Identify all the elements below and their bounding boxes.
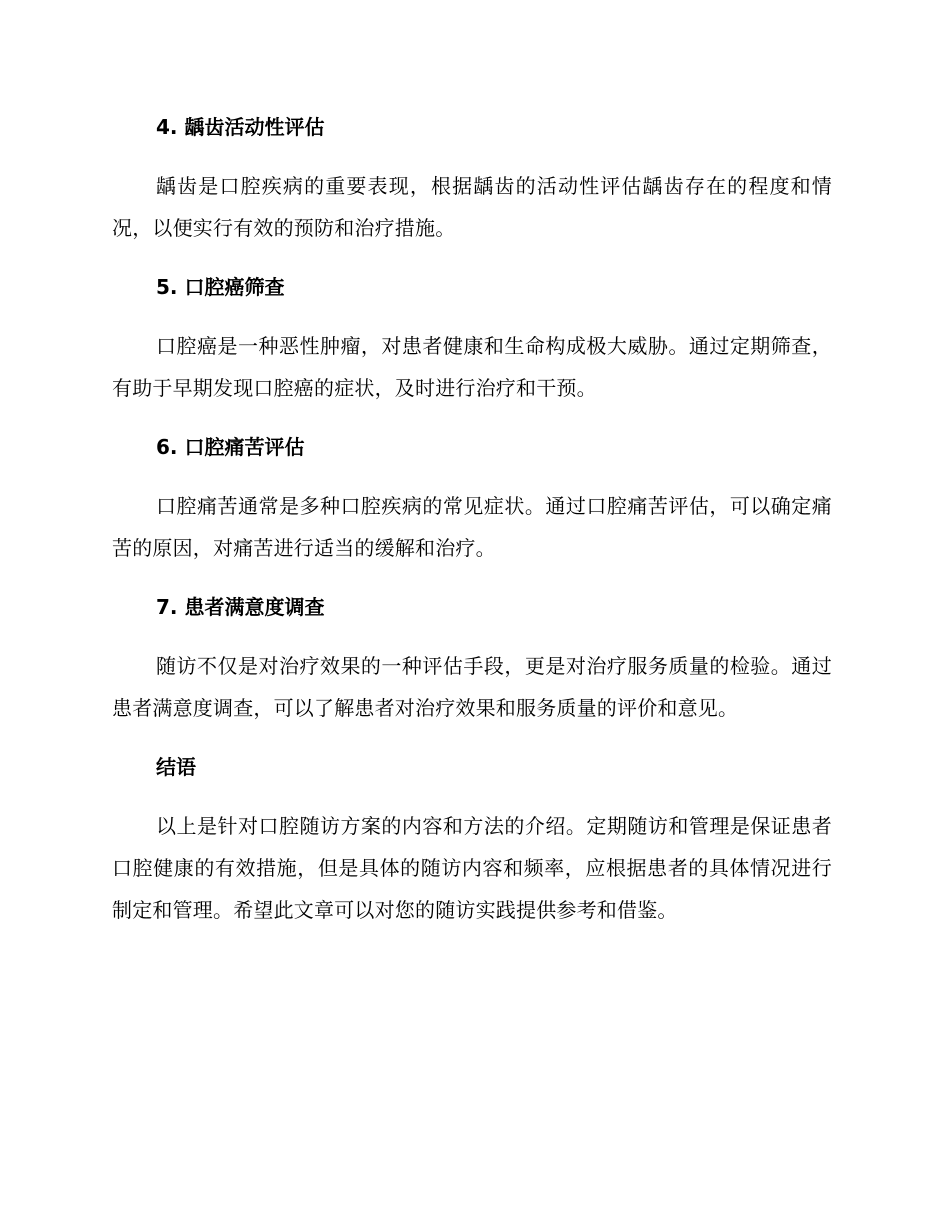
- section-oral-pain-assessment: [112, 431, 832, 569]
- section-paragraph: 龋齿是口腔疾病的重要表现，根据龋齿的活动性评估龋齿存在的程度和情况，以便实行有效的预防和治疗措施。: [112, 174, 832, 240]
- section-conclusion: [112, 751, 832, 931]
- section-heading: 6. 口腔痛苦评估: [156, 435, 305, 459]
- section-paragraph: 口腔痛苦通常是多种口腔疾病的常见症状。通过口腔痛苦评估，可以确定痛苦的原因，对痛苦进行适当的缓解和治疗。: [112, 494, 832, 560]
- section-paragraph: 随访不仅是对治疗效果的一种评估手段，更是对治疗服务质量的检验。通过患者满意度调查，可以了解患者对治疗效果和服务质量的评价和意见。: [112, 654, 832, 720]
- section-heading: 5. 口腔癌筛查: [156, 275, 285, 299]
- section-oral-cancer-screening: [112, 271, 832, 409]
- section-paragraph: 口腔癌是一种恶性肿瘤，对患者健康和生命构成极大威胁。通过定期筛查，有助于早期发现口腔癌的症状，及时进行治疗和干预。: [112, 334, 832, 400]
- document-content: [112, 111, 832, 953]
- section-heading: 4. 龋齿活动性评估: [156, 115, 325, 139]
- section-paragraph: 以上是针对口腔随访方案的内容和方法的介绍。定期随访和管理是保证患者口腔健康的有效措施，但是具体的随访内容和频率，应根据患者的具体情况进行制定和管理。希望此文章可以对您的随访实践提供参考和借鉴。: [112, 814, 832, 922]
- section-caries-activity: [112, 111, 832, 249]
- section-heading: 7. 患者满意度调查: [156, 595, 325, 619]
- section-heading: 结语: [156, 755, 196, 779]
- section-patient-satisfaction: [112, 591, 832, 729]
